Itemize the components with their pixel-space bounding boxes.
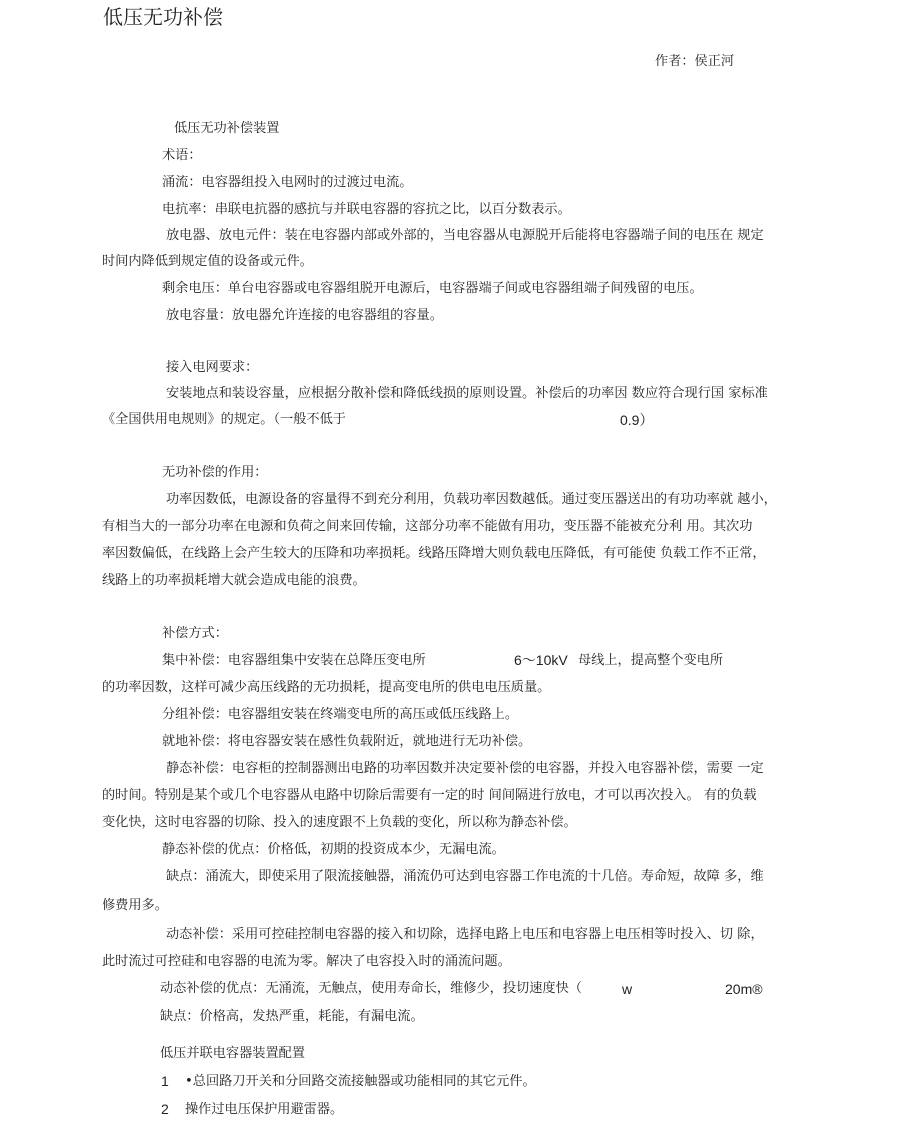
term-capacity: 放电容量：放电器允许连接的电容器组的容量。 — [166, 308, 443, 323]
static-line1: 静态补偿：电容柜的控制器测出电路的功率因数并决定要补偿的电容器，并投入电容器补偿，需要 一定 — [166, 761, 764, 776]
term-residual: 剩余电压：单台电容器或电容器组脱开电源后，电容器端子间或电容器组端子间残留的电压。 — [162, 281, 703, 296]
list-item-text: 操作过电压保护用避雷器。 — [185, 1102, 344, 1117]
config-heading: 低压并联电容器装置配置 — [160, 1046, 306, 1061]
list-item-number: 1 — [161, 1073, 169, 1089]
static-cons-line1: 缺点：涌流大，即使采用了限流接触器，涌流仍可达到电容器工作电流的十几倍。寿命短，故障 多，维 — [166, 869, 764, 884]
static-line2: 的时间。特别是某个或几个电容器从电路中切除后需要有一定的时 间间隔进行放电，才可以再次投入。 有的负载 — [102, 788, 757, 803]
role-line3: 率因数偏低，在线路上会产生较大的压降和功率损耗。线路压降增大则负载电压降低，有可能使 负载工作不正常， — [102, 546, 766, 561]
list-item-text: •总回路刀开关和分回路交流接触器或功能相同的其它元件。 — [185, 1074, 536, 1089]
dynamic-cons: 缺点：价格高，发热严重，耗能，有漏电流。 — [160, 1009, 424, 1024]
term-discharge-line1: 放电器、放电元件：装在电容器内部或外部的，当电容器从电源脱开后能将电容器端子间的电压在 规定 — [166, 228, 764, 243]
static-line3: 变化快，这时电容器的切除、投入的速度跟不上负载的变化，所以称为静态补偿。 — [102, 815, 577, 830]
grid-line2: 《全国供用电规则》的规定。（一般不低于 — [102, 412, 346, 427]
central-line1-voltage: 6～10kV — [514, 652, 568, 668]
dynamic-line2: 此时流过可控硅和电容器的电流为零。解决了电容投入时的涌流问题。 — [102, 954, 511, 969]
author: 作者：侯正河 — [655, 54, 735, 69]
grid-line2-value: 0.9） — [620, 412, 654, 428]
doc-title: 低压无功补偿 — [103, 5, 223, 29]
static-cons-line2: 修费用多。 — [102, 898, 168, 913]
role-heading: 无功补偿的作用： — [162, 465, 268, 480]
central-line2: 的功率因数，这样可减少高压线路的无功损耗，提高变电所的供电电压质量。 — [102, 680, 551, 695]
mode-heading: 补偿方式： — [162, 626, 228, 641]
dynamic-pros: 动态补偿的优点：无涌流，无触点，使用寿命长，维修少，投切速度快（ — [160, 981, 582, 996]
terms-heading: 术语： — [162, 148, 202, 163]
group-compensation: 分组补偿：电容器组安装在终端变电所的高压或低压线路上。 — [162, 707, 519, 722]
term-reactance: 电抗率：串联电抗器的感抗与并联电容器的容抗之比，以百分数表示。 — [162, 202, 571, 217]
dynamic-pros-symbol: w — [622, 981, 633, 997]
central-line1-rest: 母线上，提高整个变电所 — [578, 653, 724, 668]
role-line4: 线路上的功率损耗增大就会造成电能的浪费。 — [102, 573, 366, 588]
list-item-number: 2 — [161, 1101, 169, 1117]
section-heading-device: 低压无功补偿装置 — [174, 121, 280, 136]
central-line1: 集中补偿：电容器组集中安装在总降压变电所 — [162, 653, 426, 668]
grid-heading: 接入电网要求： — [166, 360, 259, 375]
role-line2: 有相当大的一部分功率在电源和负荷之间来回传输，这部分功率不能做有用功，变压器不能被充分利 用。其次功 — [102, 519, 753, 534]
term-inrush: 涌流：电容器组投入电网时的过渡过电流。 — [162, 175, 413, 190]
static-pros: 静态补偿的优点：价格低，初期的投资成本少，无漏电流。 — [162, 842, 505, 857]
role-line1: 功率因数低，电源设备的容量得不到充分利用，负载功率因数越低。通过变压器送出的有功功率就 越小， — [166, 492, 777, 507]
term-discharge-line2: 时间内降低到规定值的设备或元件。 — [102, 254, 313, 269]
dynamic-pros-value: 20m® — [725, 981, 763, 997]
local-compensation: 就地补偿：将电容器安装在感性负载附近，就地进行无功补偿。 — [162, 734, 532, 749]
dynamic-line1: 动态补偿：采用可控硅控制电容器的接入和切除，选择电路上电压和电容器上电压相等时投入、切 除， — [166, 927, 764, 942]
grid-line1: 安装地点和装设容量，应根据分散补偿和降低线损的原则设置。补偿后的功率因 数应符合现行国 家标准 — [166, 386, 768, 401]
